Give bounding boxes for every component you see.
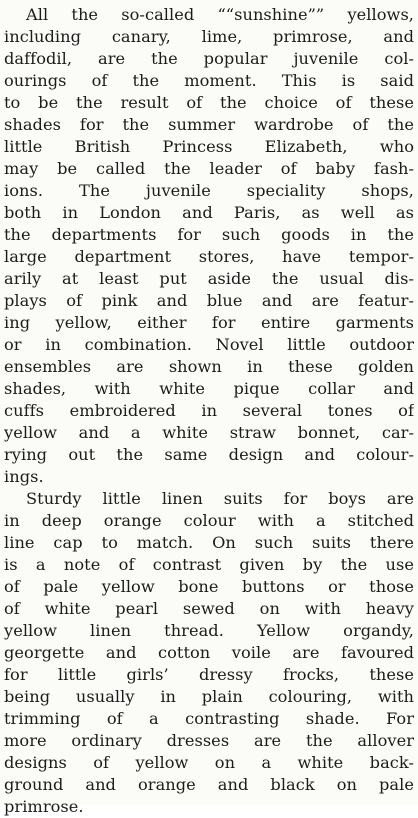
text-line: may be called the leader of baby fash- <box>4 159 414 178</box>
text-line: All the so-called ““sunshine”” yellows, <box>26 5 414 24</box>
text-line: ions. The juvenile speciality shops, <box>4 181 414 200</box>
text-line: more ordinary dresses are the allover <box>4 731 414 750</box>
text-line: rying out the same design and colour- <box>4 445 414 464</box>
text-line: including canary, lime, primrose, and <box>4 27 414 46</box>
text-line: line cap to match. On such suits there <box>4 533 414 552</box>
text-line: ings. <box>4 467 44 486</box>
text-line: arily at least put aside the usual dis- <box>4 269 414 288</box>
article-body <box>4 4 414 818</box>
text-line: for little girls’ dressy frocks, these <box>4 665 414 684</box>
paragraph-1 <box>4 4 414 488</box>
text-line: plays of pink and blue and are featur- <box>4 291 414 310</box>
text-line: of white pearl sewed on with heavy <box>4 599 414 618</box>
text-line: or in combination. Novel little outdoor <box>4 335 414 354</box>
text-line: daffodil, are the popular juvenile col- <box>4 49 414 68</box>
text-line: ground and orange and black on pale <box>4 775 414 794</box>
text-line: large department stores, have tempor- <box>4 247 414 266</box>
text-line: little British Princess Elizabeth, who <box>4 137 414 156</box>
text-line: ourings of the moment. This is said <box>4 71 414 90</box>
text-line: ensembles are shown in these golden <box>4 357 414 376</box>
text-line: trimming of a contrasting shade. For <box>4 709 414 728</box>
text-line: being usually in plain colouring, with <box>4 687 414 706</box>
text-line: designs of yellow on a white back- <box>4 753 414 772</box>
text-line: georgette and cotton voile are favoured <box>4 643 414 662</box>
text-line: ing yellow, either for entire garments <box>4 313 414 332</box>
text-line: is a note of contrast given by the use <box>4 555 414 574</box>
text-line: the departments for such goods in the <box>4 225 414 244</box>
text-line: both in London and Paris, as well as <box>4 203 414 222</box>
text-line: yellow and a white straw bonnet, car- <box>4 423 414 442</box>
text-line: shades for the summer wardrobe of the <box>4 115 414 134</box>
text-line: in deep orange colour with a stitched <box>4 511 414 530</box>
text-line: to be the result of the choice of these <box>4 93 414 112</box>
paragraph-2 <box>4 488 414 818</box>
text-line: of pale yellow bone buttons or those <box>4 577 414 596</box>
text-line: shades, with white pique collar and <box>4 379 414 398</box>
text-line: cuffs embroidered in several tones of <box>4 401 414 420</box>
text-line: yellow linen thread. Yellow organdy, <box>4 621 414 640</box>
text-line: primrose. <box>4 797 84 816</box>
text-line: Sturdy little linen suits for boys are <box>26 489 414 508</box>
